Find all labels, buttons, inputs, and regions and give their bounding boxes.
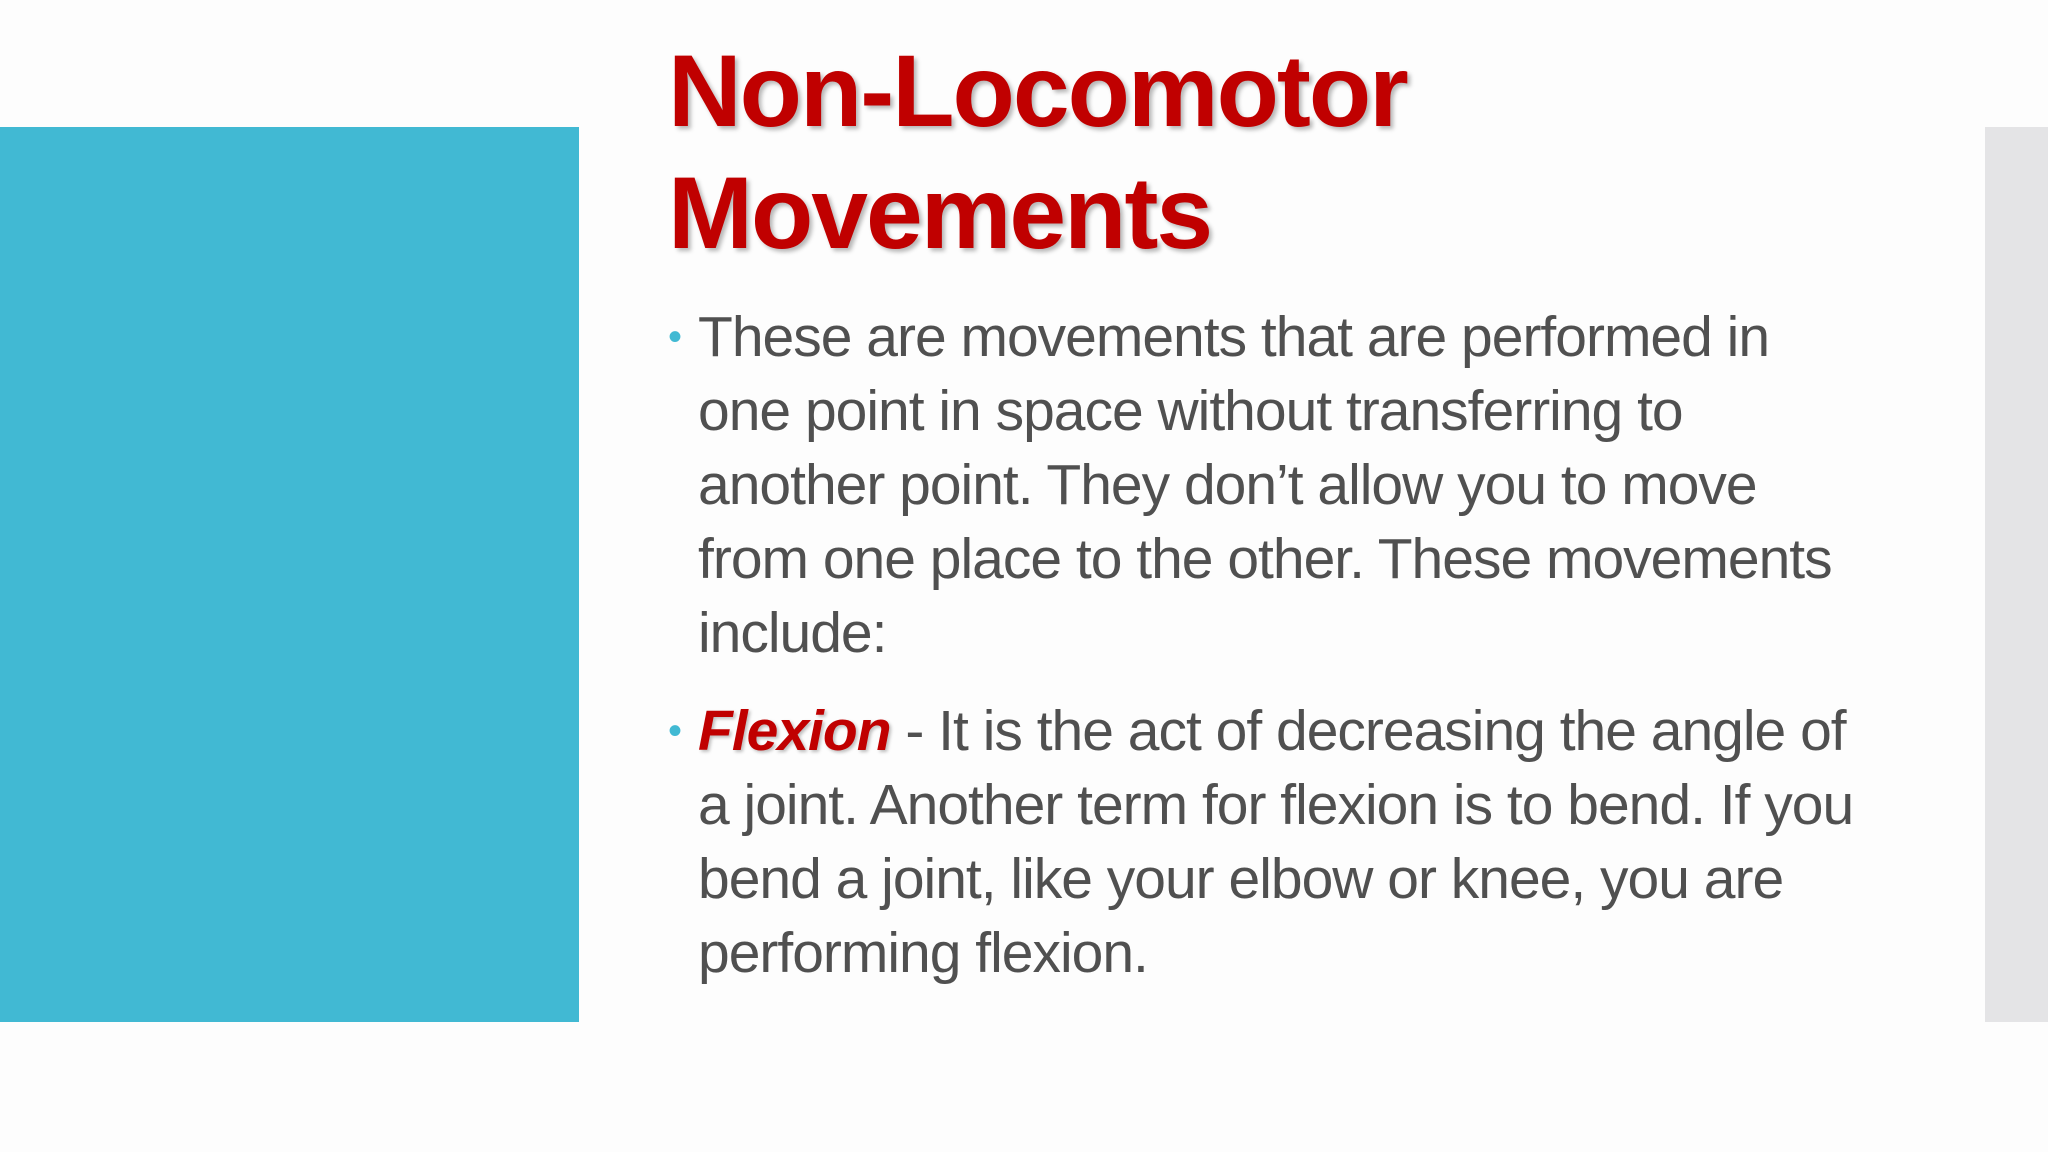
bullet-list bbox=[668, 300, 1868, 1014]
bullet-text-flexion: - It is the act of decreasing the angle of a joint. Another term for flexion is to bend. If you bend a joint, like your elbow or knee, you are performing flexion. bbox=[698, 699, 1854, 985]
bullet-dot-icon: • bbox=[668, 709, 682, 753]
slide-title: Non-Locomotor Movements bbox=[668, 34, 1407, 270]
teal-accent-block bbox=[0, 127, 579, 1022]
term-flexion: Flexion bbox=[698, 699, 891, 763]
gray-side-strip bbox=[1985, 127, 2048, 1022]
bullet-item-flexion bbox=[668, 694, 1868, 990]
bullet-item-intro bbox=[668, 300, 1868, 670]
bullet-text-intro: These are movements that are performed in one point in space without transferring to another point. They don’t allow you to move from one place to the other. These movements include: bbox=[698, 305, 1832, 665]
bullet-dot-icon: • bbox=[668, 315, 682, 359]
